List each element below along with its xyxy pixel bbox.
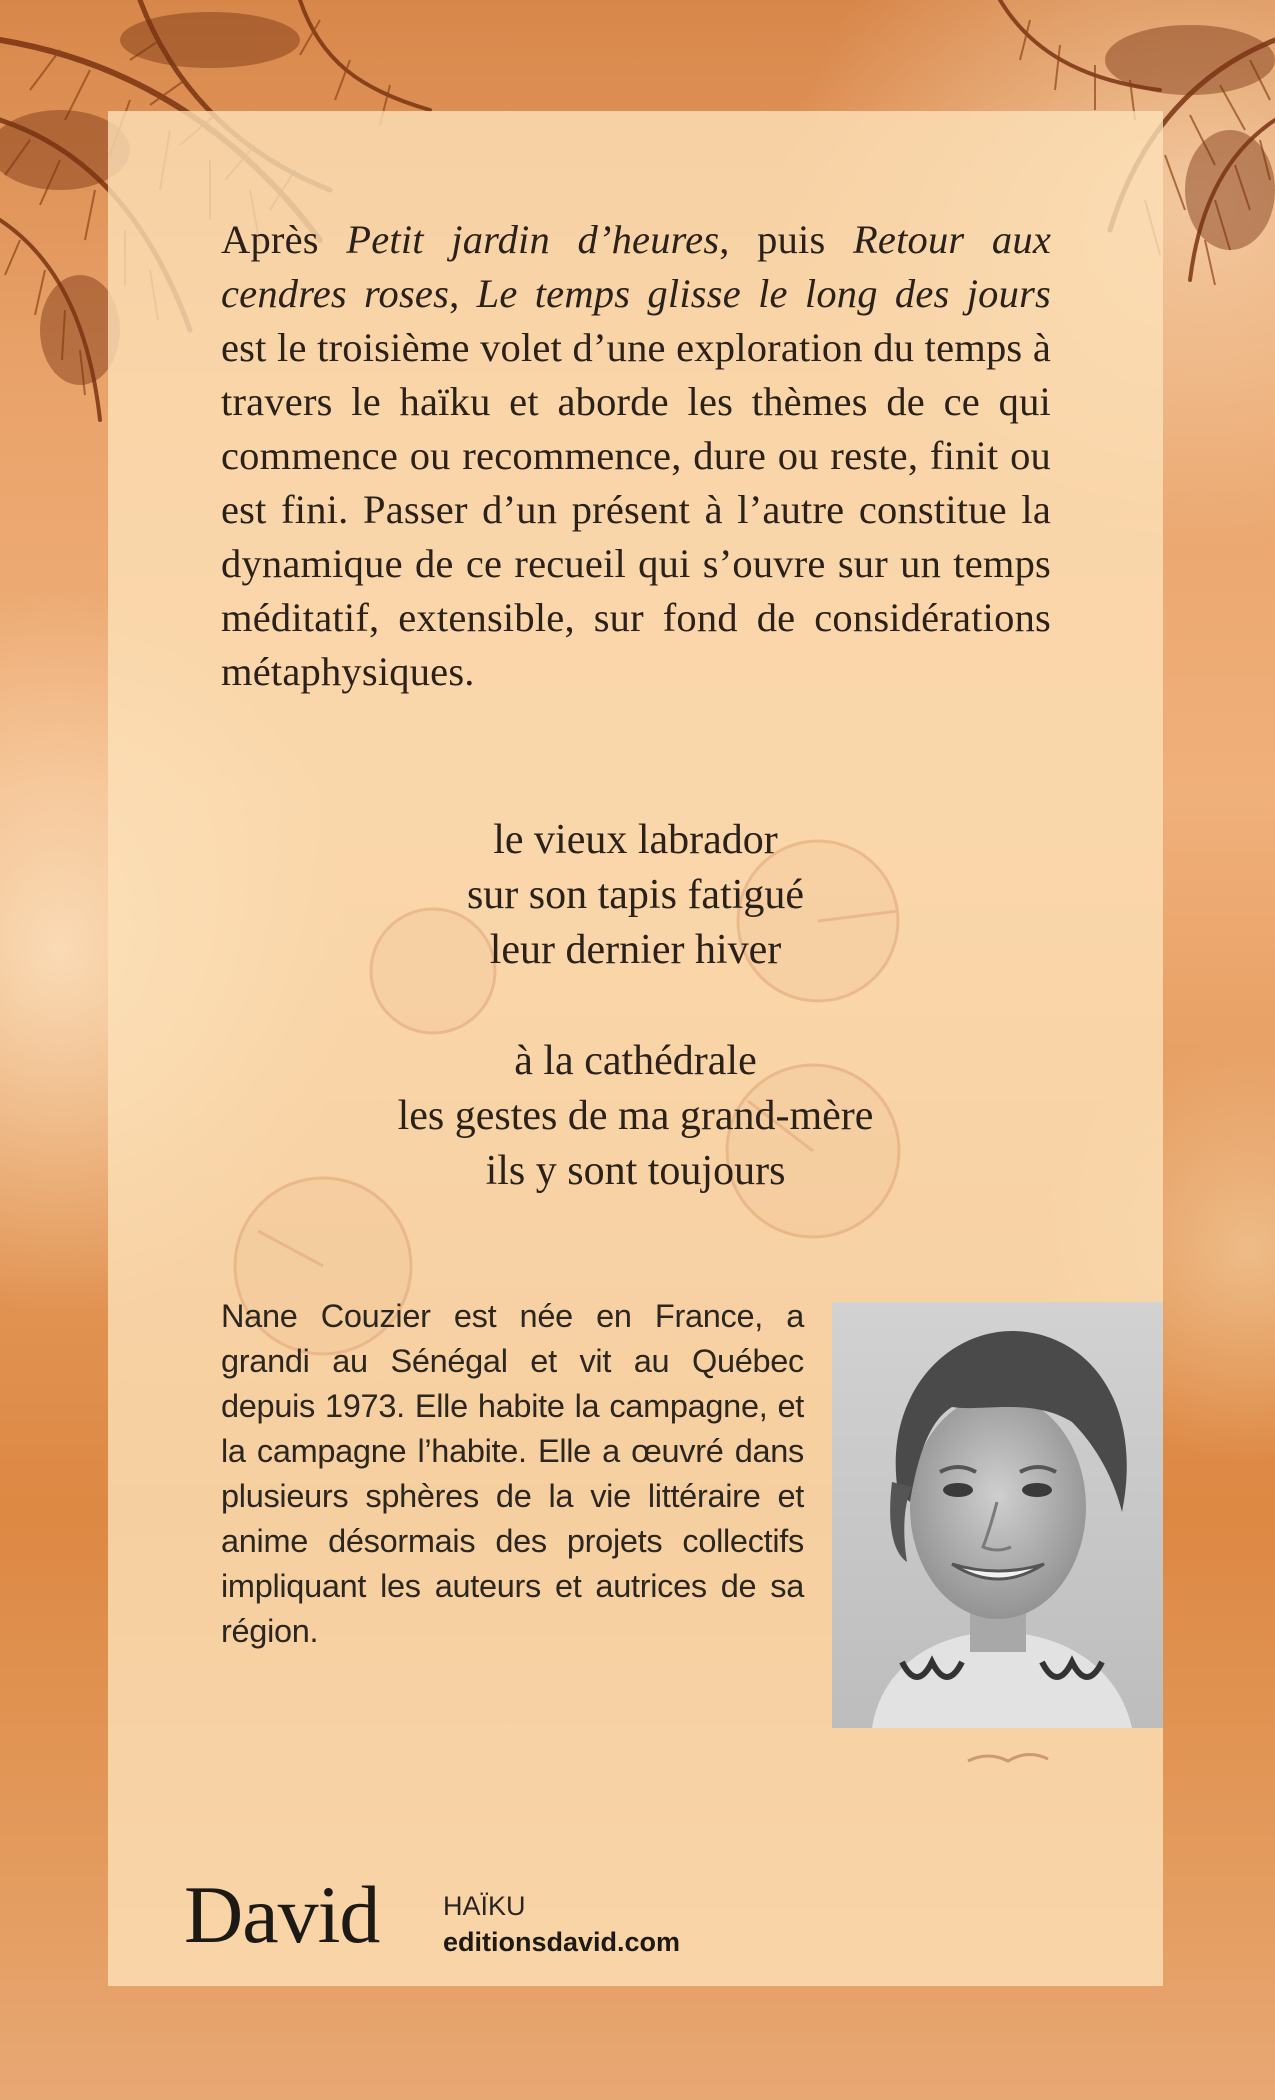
haiku-2 xyxy=(108,1034,1163,1199)
intro-text: , puis xyxy=(719,217,853,262)
intro-text: Après xyxy=(221,217,347,262)
haiku-1 xyxy=(108,813,1163,978)
collection-label: HAÏKU xyxy=(443,1891,526,1921)
haiku-line: le vieux labrador xyxy=(493,817,778,863)
haiku-line: ils y sont toujours xyxy=(485,1148,786,1194)
haiku-line: leur dernier hiver xyxy=(489,927,782,973)
author-bio: Nane Couzier est née en France, a grandi au Sénégal et vit au Québec depuis 1973. Elle habite la campagne, et la campagne l’habite. Elle a œuvré dans plusieurs sphères de la vie littéraire et anime désormais des projets collectifs impliquant les auteurs et autrices de sa région. xyxy=(221,1298,804,1649)
haiku-line: à la cathédrale xyxy=(514,1038,757,1084)
author-photo xyxy=(832,1302,1163,1728)
publisher-logo: David xyxy=(184,1869,380,1960)
book-title-3: Le temps glisse le long des jours xyxy=(476,271,1051,316)
text-panel xyxy=(108,111,1163,1986)
intro-text: est le troisième volet d’une exploration du temps à travers le haïku et aborde les thèmes de ce qui commence ou recommence, dure ou reste, finit ou est fini. Passer d’un présent à l’autre constitue la dynamique de ce recueil qui s’ouvre sur un temps méditatif, extensible, sur fond de considérations métaphysiques. xyxy=(221,325,1051,694)
book-title-1: Petit jardin d’heures xyxy=(346,217,720,262)
intro-paragraph xyxy=(221,213,1051,699)
haiku-line: sur son tapis fatigué xyxy=(466,872,805,918)
publisher-website-link[interactable]: editionsdavid.com xyxy=(443,1927,681,1957)
author-portrait-image xyxy=(832,1302,1163,1728)
haiku-line: les gestes de ma grand-mère xyxy=(397,1093,874,1139)
book-title-2: Retour aux cendres roses xyxy=(221,217,1051,316)
intro-text: , xyxy=(449,271,477,316)
